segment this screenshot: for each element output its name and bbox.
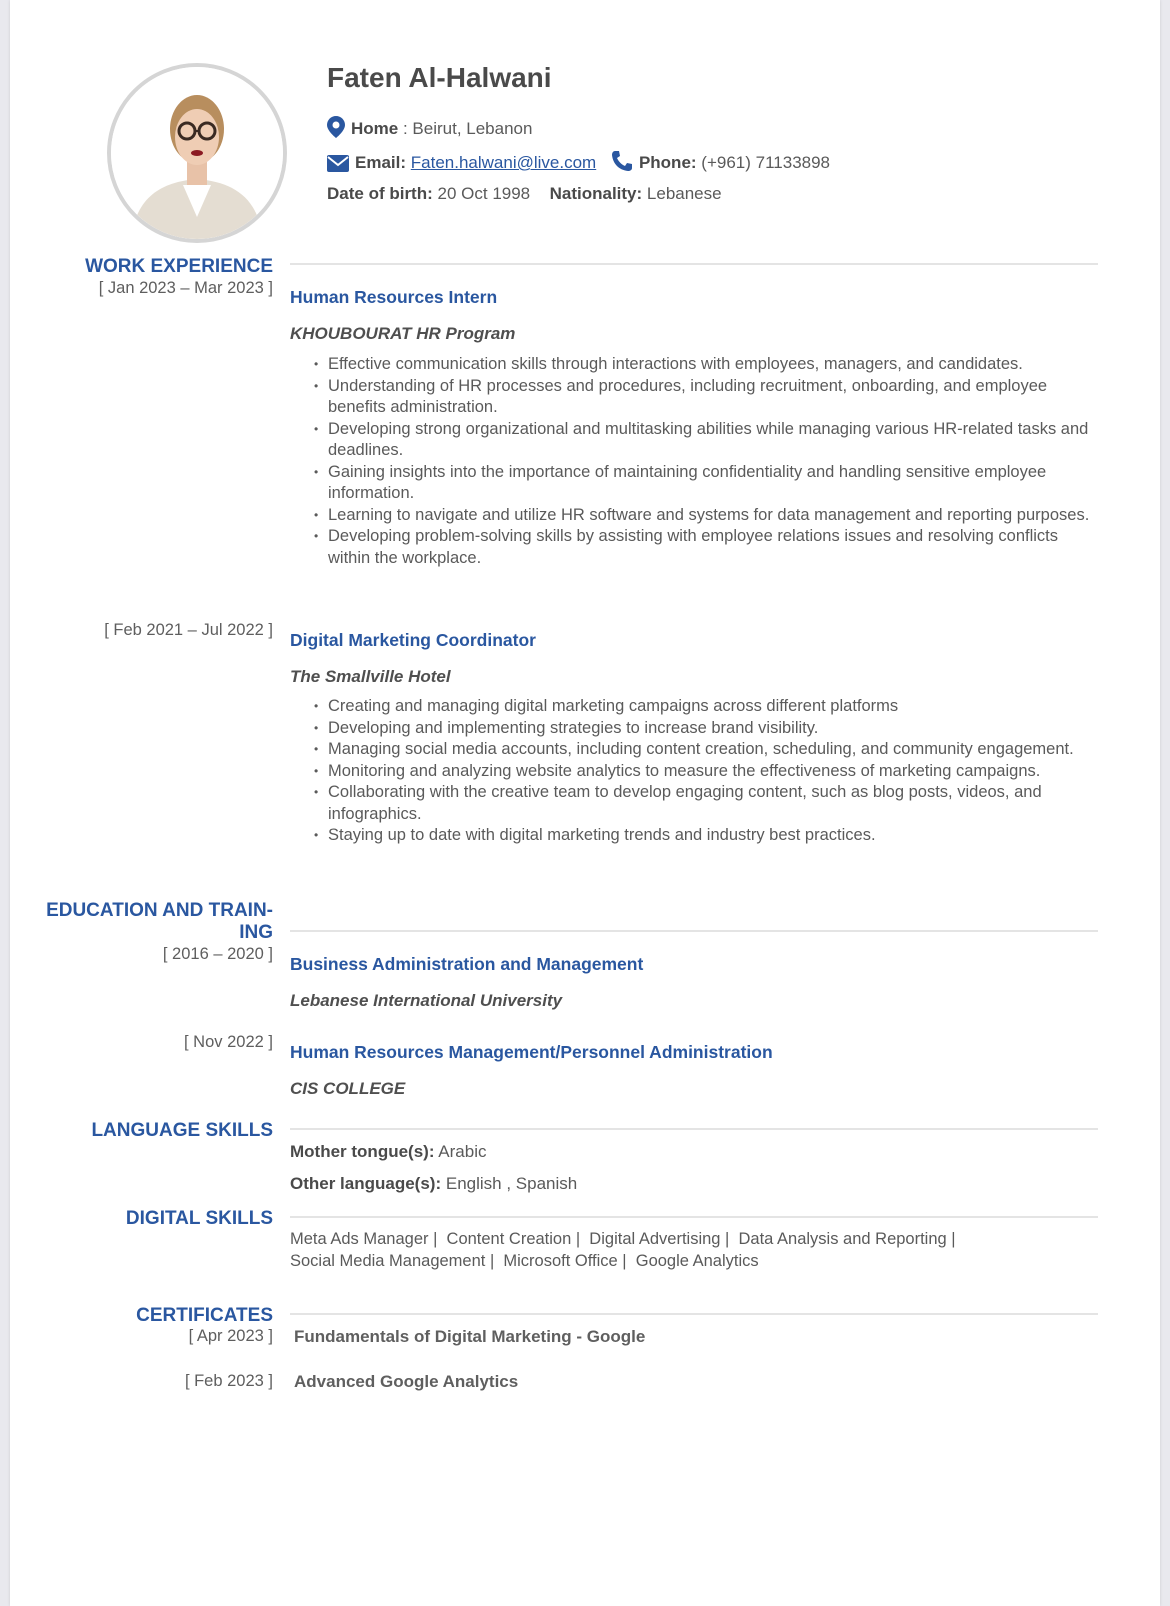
job-date: [ Jan 2023 – Mar 2023 ]: [98, 279, 273, 297]
home-line: [327, 116, 532, 143]
job-date: [ Feb 2021 – Jul 2022 ]: [104, 621, 273, 639]
education-heading-line1: EDUCATION AND TRAIN-: [46, 900, 273, 921]
location-pin-icon: [327, 116, 345, 143]
work-experience-heading: WORK EXPERIENCE: [85, 256, 273, 277]
digital-skills-list: [290, 1229, 1070, 1272]
bullet-item: • Learning to navigate and utilize HR software and systems for data management and reporting purposes.: [314, 505, 1104, 527]
nationality-label: Nationality:: [549, 184, 643, 203]
digital-skills-heading: DIGITAL SKILLS: [125, 1208, 273, 1229]
home-sep: :: [398, 119, 413, 138]
personal-line: [327, 184, 722, 204]
education-heading-line2: ING: [239, 922, 273, 943]
bullet-item: • Understanding of HR processes and procedures, including recruitment, onboarding, and employee benefits administration.: [314, 376, 1104, 419]
phone-icon: [611, 150, 633, 177]
education-date: [ 2016 – 2020 ]: [162, 945, 273, 963]
home-label: Home: [351, 119, 399, 138]
mother-tongue-value: Arabic: [438, 1142, 487, 1161]
education-title: Business Administration and Management: [290, 954, 644, 974]
section-divider: [290, 1216, 1098, 1218]
bullet-item: • Developing problem-solving skills by assisting with employee relations issues and resolving conflicts within the workplace.: [314, 526, 1104, 569]
certificate-name: Fundamentals of Digital Marketing - Google: [294, 1327, 646, 1346]
mother-tongue: [290, 1142, 486, 1162]
certificates-heading: CERTIFICATES: [136, 1305, 273, 1326]
contact-line: [327, 150, 830, 177]
bullet-item: • Monitoring and analyzing website analytics to measure the effectiveness of marketing campaigns.: [314, 761, 1104, 783]
bullet-item: • Developing strong organizational and multitasking abilities while managing various HR-related tasks and deadlines.: [314, 419, 1104, 462]
job-title: Digital Marketing Coordinator: [290, 630, 536, 650]
dob-value: 20 Oct 1998: [437, 184, 531, 203]
other-languages-label: Other language(s):: [290, 1174, 442, 1193]
envelope-icon: [327, 155, 349, 177]
bullet-item: • Creating and managing digital marketing campaigns across different platforms: [314, 696, 1104, 718]
section-divider: [290, 1128, 1098, 1130]
section-divider: [290, 1313, 1098, 1315]
digital-skills-line: Social Media Management | Microsoft Office | Google Analytics: [290, 1251, 759, 1270]
language-skills-heading: LANGUAGE SKILLS: [91, 1120, 273, 1141]
profile-photo: [107, 63, 287, 243]
other-languages: [290, 1174, 577, 1194]
job-title: Human Resources Intern: [290, 287, 498, 307]
job-organization: KHOUBOURAT HR Program: [290, 324, 516, 343]
certificate-date: [ Apr 2023 ]: [188, 1327, 273, 1345]
mother-tongue-label: Mother tongue(s):: [290, 1142, 435, 1161]
nationality-value: Lebanese: [646, 184, 722, 203]
education-title: Human Resources Management/Personnel Administration: [290, 1042, 773, 1062]
phone-label: Phone:: [638, 153, 697, 172]
section-divider: [290, 930, 1098, 932]
education-date: [ Nov 2022 ]: [184, 1033, 273, 1051]
home-value: Beirut, Lebanon: [412, 119, 533, 138]
bullet-item: • Collaborating with the creative team to develop engaging content, such as blog posts, videos, and infographics.: [314, 782, 1104, 825]
bullet-item: • Effective communication skills through interactions with employees, managers, and candidates.: [314, 354, 1104, 376]
education-institution: CIS COLLEGE: [290, 1079, 406, 1098]
certificate-name: Advanced Google Analytics: [294, 1372, 519, 1391]
bullet-item: • Staying up to date with digital marketing trends and industry best practices.: [314, 825, 1104, 847]
bullet-item: • Gaining insights into the importance of maintaining confidentiality and handling sensitive employee information.: [314, 462, 1104, 505]
certificate-date: [ Feb 2023 ]: [184, 1372, 273, 1390]
phone-value: (+961) 71133898: [701, 153, 831, 172]
candidate-name: Faten Al-Halwani: [327, 62, 552, 93]
other-languages-value: English , Spanish: [445, 1174, 578, 1193]
education-institution: Lebanese International University: [290, 991, 563, 1010]
person-photo-illustration: [111, 67, 283, 239]
job-bullets: [314, 354, 1104, 569]
bullet-item: • Managing social media accounts, including content creation, scheduling, and community engagement.: [314, 739, 1104, 761]
digital-skills-line: Meta Ads Manager | Content Creation | Digital Advertising | Data Analysis and Reporting |: [290, 1230, 956, 1248]
bullet-item: • Developing and implementing strategies to increase brand visibility.: [314, 718, 1104, 740]
job-bullets: [314, 696, 1104, 847]
education-heading: [46, 900, 273, 944]
section-divider: [290, 263, 1098, 265]
cv-page: [10, 0, 1160, 1606]
dob-label: Date of birth:: [327, 184, 433, 203]
email-label: Email:: [355, 153, 407, 172]
email-link[interactable]: Faten.halwani@live.com: [410, 153, 597, 172]
job-organization: The Smallville Hotel: [290, 667, 451, 686]
